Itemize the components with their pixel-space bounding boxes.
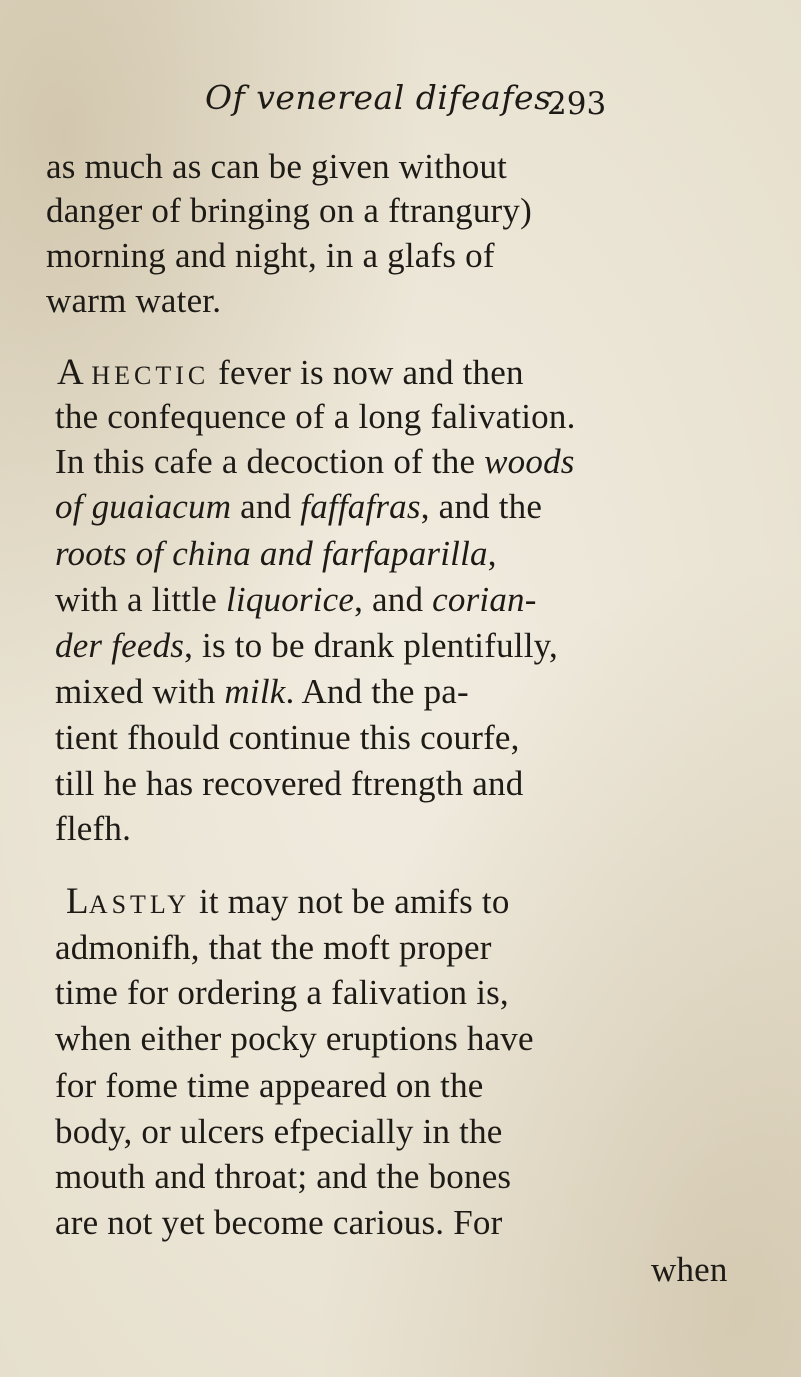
text-segment: and (231, 487, 301, 526)
text-segment: ASTLY (88, 890, 190, 919)
text-segment: , and (354, 580, 433, 619)
text-segment: liquorice (225, 580, 355, 619)
text-segment: of guaiacum (55, 487, 232, 526)
text-segment: are not yet become carious. For (55, 1203, 503, 1242)
text-segment: , (487, 534, 497, 573)
text-segment: . And the pa- (285, 672, 469, 711)
text-line (55, 534, 497, 574)
text-segment: woods (484, 442, 575, 481)
text-segment: In this cafe a decoction of the (55, 442, 485, 481)
text-line (66, 882, 510, 925)
text-line (55, 718, 520, 758)
text-line (651, 1250, 728, 1290)
text-line (46, 236, 495, 276)
text-segment: mouth and throat; and the bones (55, 1157, 512, 1196)
text-segment: when either pocky eruptions have (55, 1019, 534, 1058)
text-segment: der feeds (55, 626, 185, 665)
text-segment: corian- (432, 580, 537, 619)
text-line (55, 973, 509, 1013)
text-segment: L (66, 881, 89, 922)
text-line (55, 626, 558, 666)
text-line (55, 397, 576, 437)
running-title: Of venereal difeafes. (205, 78, 563, 117)
text-segment: time for ordering a falivation is, (55, 973, 509, 1012)
text-segment: A (57, 352, 92, 393)
text-segment: it may not be amifs to (190, 882, 510, 921)
text-line (55, 580, 537, 620)
text-line (55, 1203, 502, 1243)
text-segment: fever is now and then (209, 353, 524, 392)
text-segment: mixed with (55, 672, 225, 711)
text-segment: milk (224, 672, 286, 711)
text-line (46, 147, 507, 187)
text-line (55, 764, 523, 804)
text-segment: faffafras (300, 487, 421, 526)
text-segment: flefh. (55, 809, 132, 848)
text-line (55, 487, 542, 527)
text-segment: HECTIC (91, 361, 210, 390)
text-line (55, 928, 492, 968)
text-segment: warm water. (46, 281, 222, 320)
text-segment: when (651, 1250, 728, 1289)
text-line (55, 442, 575, 482)
text-line (55, 809, 131, 849)
text-segment: for fome time appeared on the (55, 1066, 484, 1105)
text-segment: as much as can be given without (46, 147, 508, 186)
text-line (46, 281, 221, 321)
text-line (46, 191, 532, 231)
text-line (57, 353, 524, 396)
text-segment: till he has recovered ftrength and (55, 764, 524, 803)
text-segment: , is to be drank plentifully, (184, 626, 559, 665)
text-segment: body, or ulcers efpecially in the (55, 1112, 503, 1151)
text-segment: danger of bringing on a ftrangury) (46, 191, 532, 230)
page-header (205, 78, 607, 134)
text-segment: admonifh, that the moft proper (55, 928, 492, 967)
text-segment: morning and night, in a glafs of (46, 236, 495, 275)
text-line (55, 672, 469, 712)
text-line (55, 1157, 511, 1197)
text-line (55, 1112, 503, 1152)
page-number: 293 (547, 86, 607, 122)
text-line (55, 1066, 484, 1106)
text-segment: tient fhould continue this courfe, (55, 718, 520, 757)
text-segment: with a little (55, 580, 226, 619)
text-segment: roots of china and farfaparilla (55, 534, 488, 573)
text-segment: , and the (420, 487, 543, 526)
text-segment: the confequence of a long falivation. (55, 397, 576, 436)
text-line (55, 1019, 534, 1059)
